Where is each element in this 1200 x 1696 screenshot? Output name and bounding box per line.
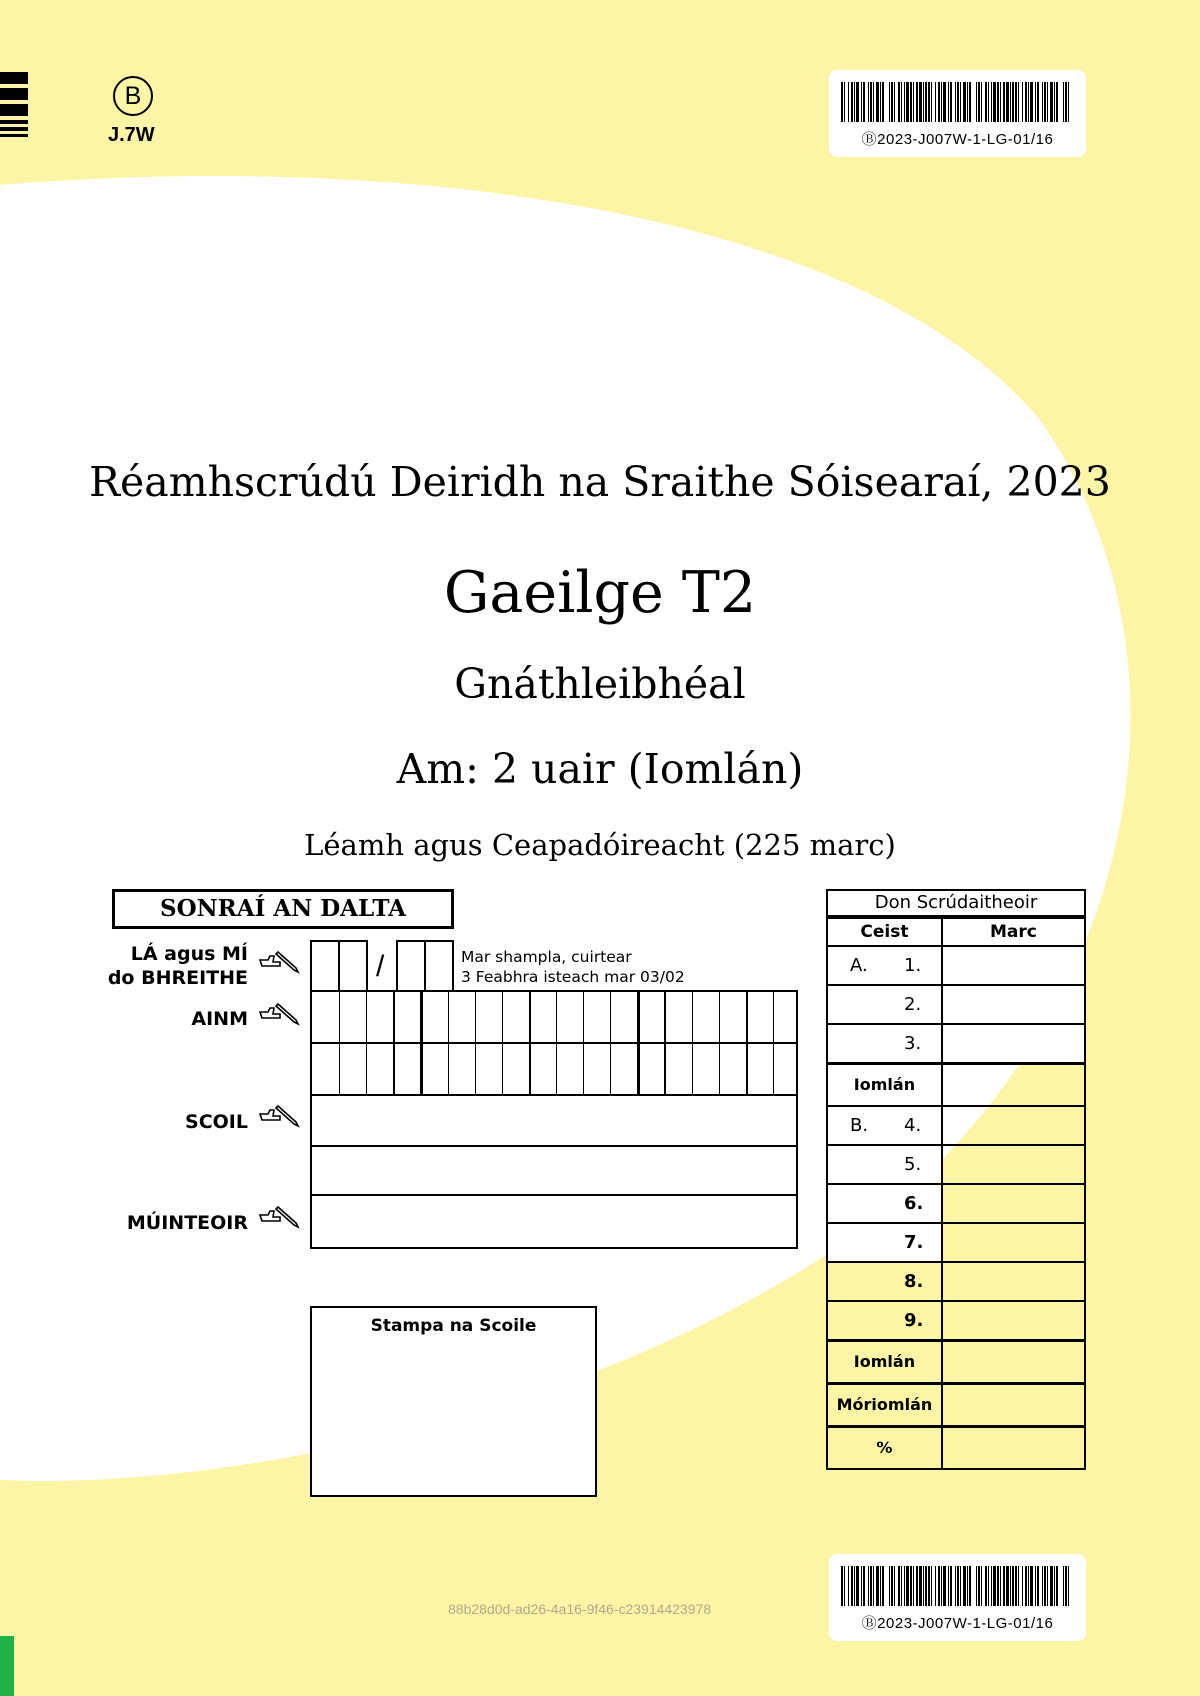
green-marker bbox=[0, 1636, 14, 1696]
bottom-barcode bbox=[829, 1554, 1086, 1641]
name-grid-columns bbox=[312, 992, 796, 1094]
question-number bbox=[827, 985, 942, 1024]
name-grid-divider bbox=[583, 992, 584, 1094]
name-grid-divider bbox=[475, 992, 476, 1094]
name-label: AINM bbox=[191, 1008, 248, 1030]
dob-separator: / bbox=[376, 950, 385, 983]
name-grid-divider bbox=[339, 992, 340, 1094]
question-label: 1. bbox=[904, 955, 922, 976]
mark-table-row bbox=[827, 1184, 1085, 1223]
col-mark-header: Marc bbox=[942, 918, 1085, 946]
top-barcode bbox=[829, 70, 1086, 157]
question-label: 8. bbox=[904, 1271, 924, 1292]
barcode-bars bbox=[841, 82, 1073, 122]
time-title: Am: 2 uair (Iomlán) bbox=[396, 745, 804, 793]
name-grid[interactable] bbox=[310, 990, 798, 1096]
mark-table-header bbox=[827, 918, 1085, 946]
mark-table-row bbox=[827, 1262, 1085, 1301]
mark-input-cell[interactable] bbox=[942, 1024, 1085, 1063]
name-grid-divider bbox=[746, 992, 749, 1094]
level-title: Gnáthleibhéal bbox=[454, 660, 746, 708]
paper-code: J.7W bbox=[108, 124, 155, 146]
mark-input-cell[interactable] bbox=[942, 1426, 1085, 1469]
question-number bbox=[827, 1184, 942, 1223]
name-grid-divider bbox=[502, 992, 503, 1094]
name-grid-divider bbox=[529, 992, 532, 1094]
mark-input-cell[interactable] bbox=[942, 1106, 1085, 1145]
mark-input-cell[interactable] bbox=[942, 1184, 1085, 1223]
question-number bbox=[827, 1262, 942, 1301]
question-number bbox=[827, 1106, 942, 1145]
question-label: 3. bbox=[904, 1033, 922, 1054]
question-label: 2. bbox=[904, 994, 922, 1015]
question-number bbox=[827, 1145, 942, 1184]
mark-input-cell[interactable] bbox=[942, 1301, 1085, 1340]
dob-hint-line1: Mar shampla, cuirtear bbox=[461, 948, 632, 966]
question-label: 9. bbox=[904, 1310, 924, 1331]
mark-table-row bbox=[827, 1145, 1085, 1184]
total-label: Iomlán bbox=[827, 1063, 942, 1106]
mark-table-row bbox=[827, 946, 1085, 985]
mark-table-row bbox=[827, 1024, 1085, 1063]
dob-label-line1: LÁ agus MÍ bbox=[130, 943, 248, 965]
dob-label-line2: do BHREITHE bbox=[107, 967, 248, 989]
mark-table-row bbox=[827, 1106, 1085, 1145]
mark-table-row bbox=[827, 1063, 1085, 1106]
teacher-field[interactable] bbox=[310, 1194, 798, 1249]
name-grid-divider bbox=[692, 992, 693, 1094]
student-details-heading bbox=[112, 889, 454, 929]
level-letter: B bbox=[124, 82, 142, 110]
barcode-text: Ⓑ2023-J007W-1-LG-01/16 bbox=[861, 131, 1054, 148]
question-number bbox=[827, 1024, 942, 1063]
dob-hint bbox=[461, 947, 685, 987]
name-grid-divider bbox=[664, 992, 665, 1094]
mark-input-cell[interactable] bbox=[942, 1063, 1085, 1106]
question-number bbox=[827, 946, 942, 985]
pen-icon bbox=[258, 1104, 300, 1128]
total-label: % bbox=[827, 1426, 942, 1469]
mark-table-row bbox=[827, 1223, 1085, 1262]
level-badge bbox=[113, 76, 153, 116]
name-grid-divider bbox=[420, 992, 423, 1094]
name-grid-divider bbox=[393, 992, 394, 1094]
school-stamp-box bbox=[310, 1306, 597, 1497]
section-title: Léamh agus Ceapadóireacht (225 marc) bbox=[304, 828, 896, 862]
mark-input-cell[interactable] bbox=[942, 1223, 1085, 1262]
mark-input-cell[interactable] bbox=[942, 1145, 1085, 1184]
mark-input-cell[interactable] bbox=[942, 1383, 1085, 1426]
question-label: 6. bbox=[904, 1193, 924, 1214]
total-label: Iomlán bbox=[827, 1340, 942, 1383]
barcode-bars bbox=[841, 1566, 1073, 1606]
section-letter: B. bbox=[850, 1115, 869, 1136]
school-field[interactable] bbox=[310, 1094, 798, 1196]
examiner-table bbox=[826, 889, 1086, 1458]
dob-day-box[interactable] bbox=[310, 940, 368, 992]
dob-label bbox=[100, 942, 248, 990]
mark-input-cell[interactable] bbox=[942, 1340, 1085, 1383]
question-number bbox=[827, 1301, 942, 1340]
school-stamp-label: Stampa na Scoile bbox=[370, 1316, 537, 1336]
col-question-header: Ceist bbox=[827, 918, 942, 946]
barcode-text: Ⓑ2023-J007W-1-LG-01/16 bbox=[861, 1615, 1054, 1632]
subject-title: Gaeilge T2 bbox=[443, 560, 757, 626]
mark-input-cell[interactable] bbox=[942, 946, 1085, 985]
school-label: SCOIL bbox=[185, 1111, 248, 1133]
section-letter: A. bbox=[850, 955, 868, 976]
mark-table-row bbox=[827, 1383, 1085, 1426]
name-grid-divider bbox=[556, 992, 557, 1094]
examiner-heading: Don Scrúdaitheoir bbox=[826, 889, 1086, 917]
mark-table-row bbox=[827, 1340, 1085, 1383]
pen-icon bbox=[258, 1002, 300, 1026]
exam-title: Réamhscrúdú Deiridh na Sraithe Sóisearaí, 2023 bbox=[89, 458, 1111, 506]
question-label: 7. bbox=[904, 1232, 924, 1253]
dob-hint-line2: 3 Feabhra isteach mar 03/02 bbox=[461, 968, 685, 986]
question-label: 5. bbox=[904, 1154, 922, 1175]
dob-month-box[interactable] bbox=[396, 940, 454, 992]
total-label: Móriomlán bbox=[827, 1383, 942, 1426]
mark-table-row bbox=[827, 1426, 1085, 1469]
mark-table-row bbox=[827, 985, 1085, 1024]
teacher-label: MÚINTEOIR bbox=[126, 1212, 248, 1234]
pen-icon bbox=[258, 1205, 300, 1229]
document-uuid: 88b28d0d-ad26-4a16-9f46-c23914423978 bbox=[448, 1601, 712, 1617]
student-details-heading-text: SONRAÍ AN DALTA bbox=[159, 895, 407, 922]
mark-table-row bbox=[827, 1301, 1085, 1340]
name-grid-divider bbox=[448, 992, 449, 1094]
name-grid-divider bbox=[773, 992, 774, 1094]
registration-marks bbox=[0, 72, 30, 144]
question-number bbox=[827, 1223, 942, 1262]
name-grid-divider bbox=[637, 992, 640, 1094]
pen-icon bbox=[258, 950, 300, 974]
name-grid-divider bbox=[366, 992, 367, 1094]
name-grid-divider bbox=[610, 992, 611, 1094]
examiner-mark-table bbox=[826, 917, 1086, 1470]
name-grid-divider bbox=[719, 992, 720, 1094]
mark-input-cell[interactable] bbox=[942, 1262, 1085, 1301]
question-label: 4. bbox=[904, 1115, 922, 1136]
mark-input-cell[interactable] bbox=[942, 985, 1085, 1024]
